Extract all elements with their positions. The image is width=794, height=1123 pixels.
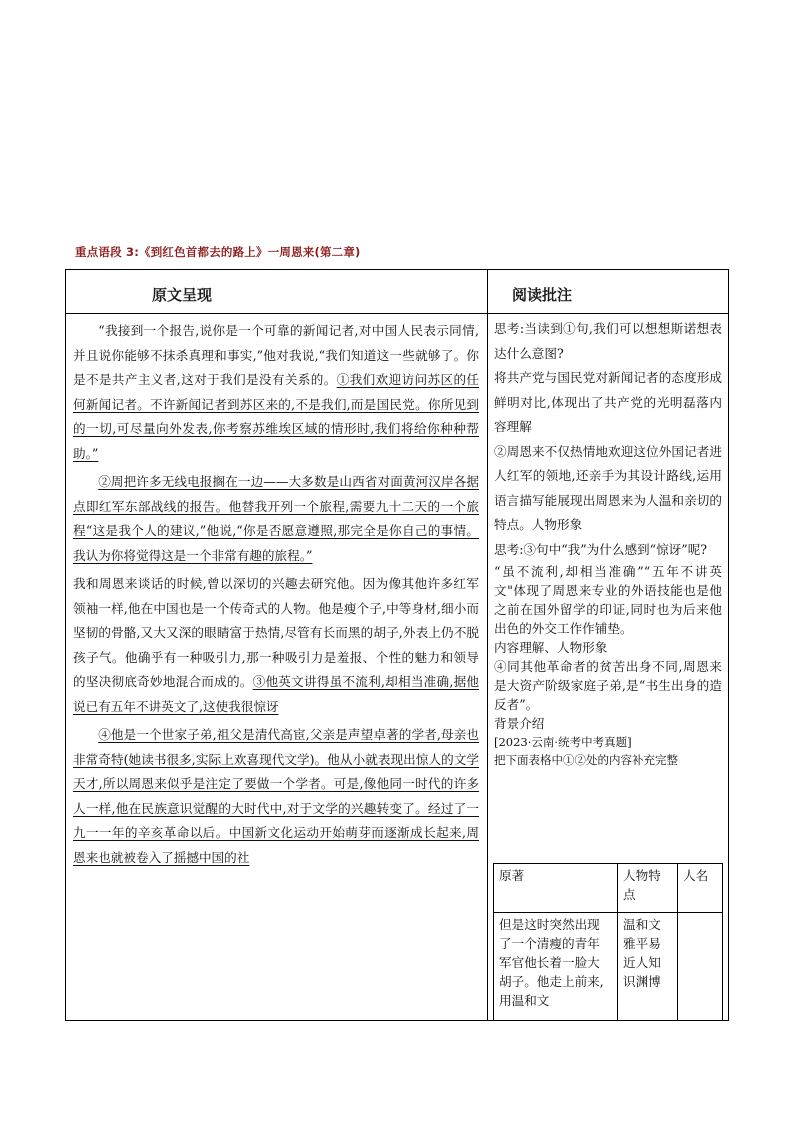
annotation-answer-1: 将共产党与国民党对新闻记者的态度形成鲜明对比,体现出了共产党的光明磊落内容理解 <box>494 370 722 434</box>
section-heading: 重点语段 3:《到红色首都去的路上》一周恩来(第二章) <box>75 245 361 259</box>
original-text-column <box>73 319 479 1019</box>
column-header-annotation: 阅读批注 <box>512 286 573 304</box>
cell-traits: 温和文雅平易近人知识渊博 <box>618 913 678 1021</box>
annotation-think-3: 思考:③句中“我”为什么感到“惊讶”呢? <box>494 541 708 557</box>
paragraph-3-underlined: ③他英文讲得虽不流利,却相当准确,据他说已有五年不讲英文了,这使我很惊讶 <box>73 674 479 714</box>
question-table-header <box>494 864 723 913</box>
question-table <box>493 863 723 1021</box>
cell-original: 但是这时突然出现了一个清瘦的青年军官他长着一脸大胡子。他走上前来,用温和文 <box>494 913 618 1021</box>
column-divider <box>487 270 488 1020</box>
paragraph-3-plain: 我和周恩来谈话的时候,曾以深切的兴趣去研究他。因为像其他许多红军领袖一样,他在中国也是一个传奇式的人物。他是瘦个子,中等身材,细小而坚韧的骨骼,又大又深的眼睛富于热情,尽管有长而黑的胡子,外表上仍不脱孩子气。他确乎有一种吸引力,那一种吸引力是羞报、个性的魅力和领导的坚决彻底奇妙地混合而成的。 <box>73 576 479 689</box>
paragraph-1-underlined: ①我们欢迎访问苏区的任何新闻记者。不许新闻记者到苏区来的,不是我们,而是国民党。你所见到的一切,可尽量向外发表,你考察苏维埃区域的情形时,我们将给你种种帮助。” <box>73 372 479 461</box>
paragraph-4 <box>73 723 479 870</box>
annotation-tag-3: 内容理解、人物形象 <box>494 640 608 655</box>
header-traits: 人物特点 <box>618 864 678 913</box>
header-divider <box>66 313 728 314</box>
annotation-think-1: 思考:当读到①句,我们可以想想斯诺想表达什么意图? <box>494 321 722 361</box>
paragraph-4-underlined: ④他是一个世家子弟,祖父是清代高宦,父亲是声望卓著的学者,母亲也非常奇特(她读书很多,实际上欢喜现代文学)。他从小就表现出惊人的文学天才,所以周恩来似乎是注定了要做一个学者。可是,像他同一时代的许多人一样,他在民族意识觉醒的大时代中,对于文学的兴趣转变了。经过了一九一一年的辛亥革命以后。中国新文化运动开始萌芽而逐渐成长起来,周恩来也就被卷入了摇撼中国的社 <box>73 727 479 865</box>
annotation-note-2: ②周恩来不仅热情地欢迎这位外国记者进人红军的领地,还亲手为其设计路线,运用语言描写能展现出周恩来为人温和亲切的特点。人物形象 <box>494 443 722 532</box>
paragraph-1 <box>73 319 479 466</box>
header-original: 原著 <box>494 864 618 913</box>
question-table-row <box>494 913 723 1021</box>
paragraph-3 <box>73 572 479 719</box>
cell-name <box>678 913 723 1021</box>
annotation-tag-4: 背景介绍 <box>494 716 545 731</box>
exam-question: 把下面表格中①②处的内容补充完整 <box>494 753 678 767</box>
header-name: 人名 <box>678 864 723 913</box>
column-header-original-text: 原文呈现 <box>152 286 213 304</box>
annotation-note-4: ④同其他革命者的贫苦出身不同,周恩来是大资产阶级家庭子弟,是“书生出身的造反者”。 <box>494 659 722 712</box>
paragraph-2 <box>73 470 479 568</box>
paragraph-1-plain: “我接到一个报告,说你是一个可靠的新闻记者,对中国人民表示同情,并且说你能够不抹杀真理和事实,”他对我说,“我们知道这一些就够了。你是不是共产主义者,这对于我们是没有关系的。 <box>73 323 479 387</box>
paragraph-2-underlined: ②周把许多无线电报搁在一边——大多数是山西省对面黄河汉岸各据点即红军东部战线的报告。他替我开列一个旅程,需要九十二天的一个旅程“这是我个人的建议,”他说,“你是否愿意遵照,那完全是你自己的事情。我认为你将觉得这是一个非常有趣的旅程。” <box>73 474 479 563</box>
annotation-answer-3: “虽不流利,却相当准确”“五年不讲英文"体现了周恩来专业的外语技能也是他之前在国外留学的印证,同时也为后来他出色的外交工作作铺垫。 <box>494 564 722 636</box>
exam-source: [2023·云南·统考中考真题] <box>494 735 632 749</box>
